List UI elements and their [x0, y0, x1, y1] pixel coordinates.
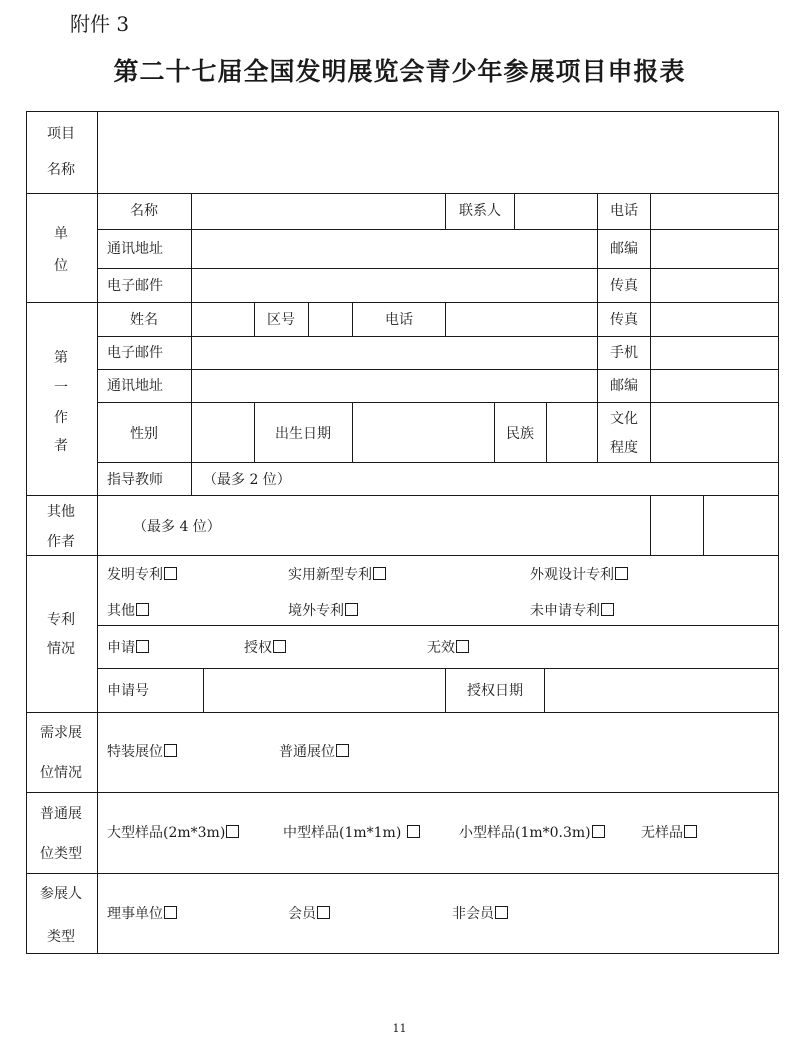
booth-medium-checkbox[interactable] [407, 825, 420, 838]
advisor-field[interactable] [300, 464, 777, 494]
patent-utility-option[interactable] [288, 567, 386, 583]
patent-not-applied-checkbox[interactable] [601, 603, 614, 616]
unit-contact-label: 联系人 [459, 203, 501, 219]
booth-need-label-1: 需求展 [40, 725, 82, 741]
patent-invention-option[interactable] [107, 567, 177, 583]
exhibitor-non-member-label: 非会员 [452, 906, 494, 922]
booth-standard-checkbox[interactable] [336, 744, 349, 757]
patent-applying-label: 申请 [107, 640, 135, 656]
other-authors-note: （最多 4 位） [133, 519, 221, 535]
exhibitor-type-label-1: 参展人 [40, 886, 82, 902]
booth-small-option[interactable] [459, 825, 605, 841]
author-mobile-field[interactable] [652, 338, 777, 368]
unit-phone-field[interactable] [652, 195, 777, 228]
booth-standard-label: 普通展位 [279, 744, 335, 760]
author-postcode-label: 邮编 [610, 378, 638, 394]
patent-utility-checkbox[interactable] [373, 567, 386, 580]
booth-need-label-2: 位情况 [40, 765, 82, 781]
booth-standard-option[interactable] [279, 744, 349, 760]
unit-address-field[interactable] [193, 231, 596, 267]
exhibitor-council-label: 理事单位 [107, 906, 163, 922]
grant-date-field[interactable] [546, 670, 777, 711]
booth-special-label: 特装展位 [107, 744, 163, 760]
patent-invalid-checkbox[interactable] [456, 640, 469, 653]
exhibitor-council-checkbox[interactable] [164, 906, 177, 919]
exhibitor-council-option[interactable] [107, 906, 177, 922]
gender-label: 性别 [130, 426, 158, 442]
unit-label-1: 单 [54, 226, 68, 242]
booth-none-option[interactable] [641, 825, 697, 841]
unit-phone-label: 电话 [610, 203, 638, 219]
other-authors-label-2: 作者 [47, 534, 75, 550]
patent-other-option[interactable] [107, 603, 149, 619]
unit-name-label: 名称 [130, 203, 158, 219]
exhibitor-non-member-option[interactable] [452, 906, 508, 922]
patent-not-applied-option[interactable] [530, 603, 614, 619]
booth-large-label: 大型样品(2m*3m) [107, 825, 226, 841]
author-name-field[interactable] [193, 304, 253, 335]
author-postcode-field[interactable] [652, 371, 777, 401]
author-phone-field[interactable] [447, 304, 596, 335]
booth-small-label: 小型样品(1m*0.3m) [459, 825, 591, 841]
patent-granted-option[interactable] [244, 640, 286, 656]
patent-design-checkbox[interactable] [615, 567, 628, 580]
ethnicity-field[interactable] [548, 404, 596, 461]
unit-postcode-label: 邮编 [610, 241, 638, 257]
first-author-label-2: 一 [54, 380, 68, 396]
page-title: 第二十七届全国发明展览会青少年参展项目申报表 [113, 57, 686, 86]
unit-postcode-field[interactable] [652, 231, 777, 267]
patent-utility-label: 实用新型专利 [288, 567, 372, 583]
author-email-label: 电子邮件 [107, 345, 163, 361]
education-field[interactable] [652, 404, 777, 461]
patent-granted-checkbox[interactable] [273, 640, 286, 653]
booth-special-checkbox[interactable] [164, 744, 177, 757]
area-code-label: 区号 [267, 312, 295, 328]
booth-medium-label: 中型样品(1m*1m) [283, 825, 406, 841]
unit-contact-field[interactable] [516, 195, 596, 228]
booth-small-checkbox[interactable] [592, 825, 605, 838]
patent-invalid-option[interactable] [427, 640, 469, 656]
page-number: 11 [392, 1022, 407, 1035]
author-mobile-label: 手机 [610, 345, 638, 361]
patent-applying-checkbox[interactable] [136, 640, 149, 653]
booth-type-label-2: 位类型 [40, 846, 82, 862]
patent-design-option[interactable] [530, 567, 628, 583]
patent-label-2: 情况 [47, 641, 75, 657]
author-address-label: 通讯地址 [107, 378, 163, 394]
booth-type-label-1: 普通展 [40, 806, 82, 822]
project-name-field[interactable] [99, 113, 777, 192]
exhibitor-member-checkbox[interactable] [317, 906, 330, 919]
area-code-field[interactable] [310, 304, 351, 335]
unit-label-2: 位 [54, 258, 68, 274]
patent-overseas-option[interactable] [288, 603, 358, 619]
author-fax-field[interactable] [652, 304, 777, 335]
booth-large-option[interactable] [107, 825, 239, 841]
author-name-label: 姓名 [130, 312, 158, 328]
birth-date-label: 出生日期 [275, 426, 331, 442]
patent-other-label: 其他 [107, 603, 135, 619]
unit-fax-label: 传真 [610, 278, 638, 294]
advisor-label: 指导教师 [107, 472, 163, 488]
booth-none-label: 无样品 [641, 825, 683, 841]
project-label-1: 项目 [47, 126, 75, 142]
unit-email-field[interactable] [193, 270, 596, 301]
patent-invention-label: 发明专利 [107, 567, 163, 583]
first-author-label-1: 第 [54, 350, 68, 366]
exhibitor-type-label-2: 类型 [47, 929, 75, 945]
patent-invention-checkbox[interactable] [164, 567, 177, 580]
author-email-field[interactable] [193, 338, 596, 368]
exhibitor-member-option[interactable] [288, 906, 330, 922]
patent-applying-option[interactable] [107, 640, 149, 656]
patent-design-label: 外观设计专利 [530, 567, 614, 583]
booth-medium-option[interactable] [283, 825, 420, 841]
gender-field[interactable] [193, 404, 253, 461]
unit-address-label: 通讯地址 [107, 241, 163, 257]
education-label-1: 文化 [610, 411, 638, 427]
application-no-label: 申请号 [107, 683, 149, 699]
booth-none-checkbox[interactable] [684, 825, 697, 838]
grant-date-label: 授权日期 [467, 683, 523, 699]
patent-overseas-checkbox[interactable] [345, 603, 358, 616]
exhibitor-non-member-checkbox[interactable] [495, 906, 508, 919]
author-fax-label: 传真 [610, 312, 638, 328]
unit-fax-field[interactable] [652, 270, 777, 301]
first-author-label-3: 作 [54, 410, 68, 426]
patent-not-applied-label: 未申请专利 [530, 603, 600, 619]
ethnicity-label: 民族 [506, 426, 534, 442]
advisor-note: （最多 2 位） [203, 472, 291, 488]
application-no-field[interactable] [205, 670, 444, 711]
booth-large-checkbox[interactable] [226, 825, 239, 838]
booth-special-option[interactable] [107, 744, 177, 760]
patent-granted-label: 授权 [244, 640, 272, 656]
other-authors-label-1: 其他 [47, 504, 75, 520]
patent-other-checkbox[interactable] [136, 603, 149, 616]
patent-label-1: 专利 [47, 612, 75, 628]
project-label-2: 名称 [47, 162, 75, 178]
patent-overseas-label: 境外专利 [288, 603, 344, 619]
unit-email-label: 电子邮件 [107, 278, 163, 294]
birth-date-field[interactable] [354, 404, 493, 461]
other-authors-field[interactable] [235, 497, 649, 554]
exhibitor-member-label: 会员 [288, 906, 316, 922]
patent-invalid-label: 无效 [427, 640, 455, 656]
author-address-field[interactable] [193, 371, 596, 401]
author-phone-label: 电话 [385, 312, 413, 328]
unit-name-field[interactable] [193, 195, 444, 228]
attachment-label: 附件 3 [70, 12, 130, 36]
education-label-2: 程度 [610, 440, 638, 456]
first-author-label-4: 者 [54, 438, 68, 454]
